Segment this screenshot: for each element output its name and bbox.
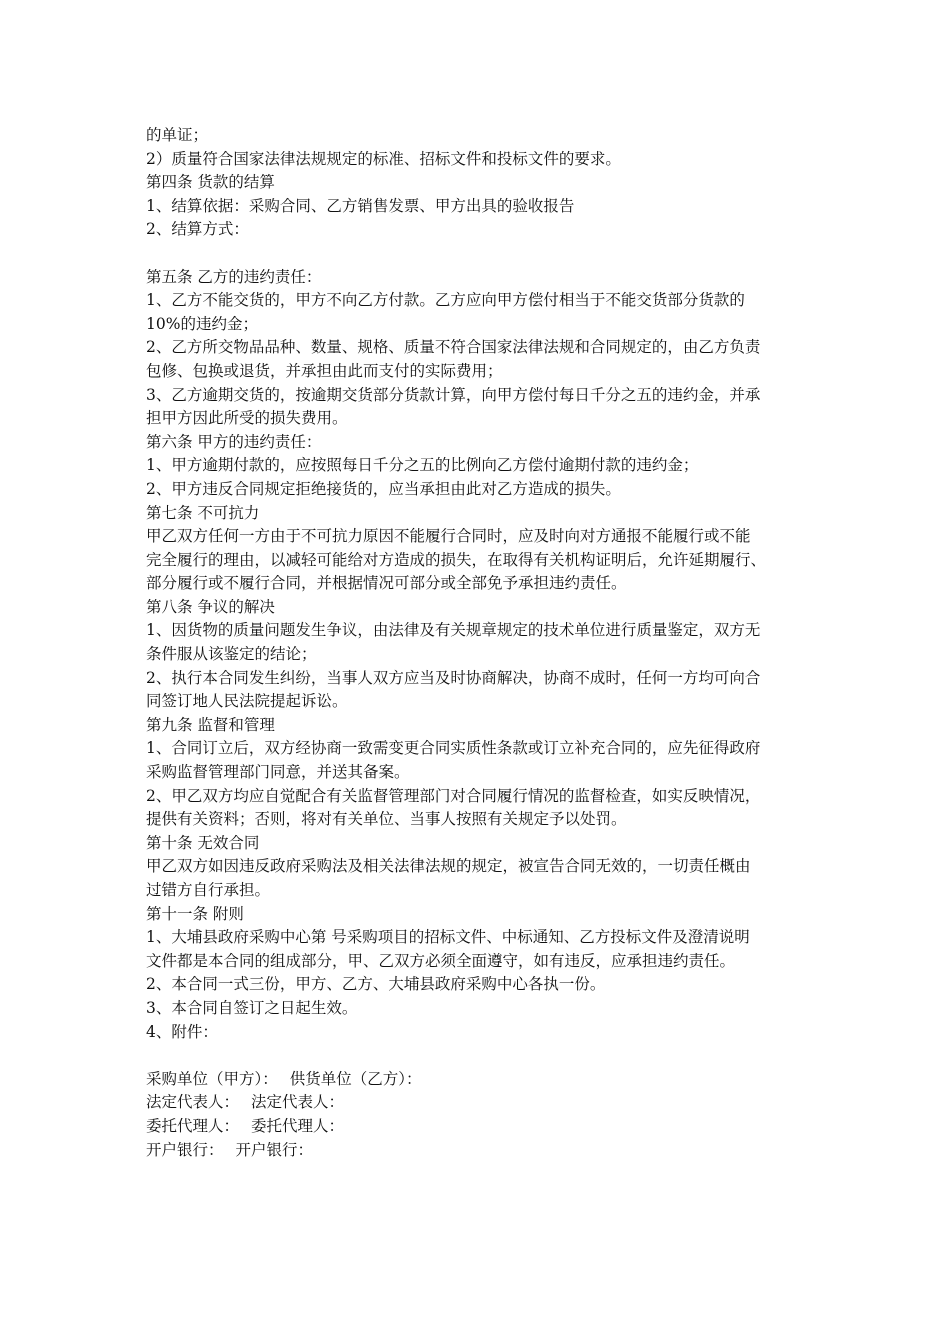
article-10-heading: 第十条 无效合同 [146, 833, 260, 852]
party-a-agent-label: 委托代理人： [146, 1116, 240, 1135]
article-7-heading: 第七条 不可抗力 [146, 503, 260, 522]
clause-text: 担甲方因此所受的损失费用。 [146, 409, 348, 428]
article-11-heading: 第十一条 附则 [146, 904, 244, 923]
clause-text: 10%的违约金； [146, 314, 258, 333]
clause-text: 2、甲方违反合同规定拒绝接货的，应当承担由此对乙方造成的损失。 [146, 479, 621, 498]
clause-text: 2、结算方式： [146, 220, 249, 239]
clause-text: 同签订地人民法院提起诉讼。 [146, 692, 348, 711]
clause-text: 条件服从该鉴定的结论； [146, 645, 317, 664]
signature-rep-row [146, 1091, 818, 1115]
article-6-heading: 第六条 甲方的违约责任： [146, 432, 322, 451]
clause-text: 1、合同订立后，双方经协商一致需变更合同实质性条款或订立补充合同的，应先征得政府 [146, 739, 761, 758]
clause-text: 2、甲乙双方均应自觉配合有关监督管理部门对合同履行情况的监督检查，如实反映情况， [146, 786, 761, 805]
clause-text: 1、甲方逾期付款的，应按照每日千分之五的比例向乙方偿付逾期付款的违约金； [146, 456, 699, 475]
signature-block [146, 1068, 818, 1162]
party-b-unit-label: 供货单位（乙方）： [289, 1069, 422, 1088]
clause-text: 过错方自行承担。 [146, 881, 271, 899]
clause-text: 1、乙方不能交货的，甲方不向乙方付款。乙方应向甲方偿付相当于不能交货部分货款的 [146, 291, 745, 310]
party-b-bank-label: 开户银行： [235, 1140, 314, 1159]
party-b-agent-label: 委托代理人： [251, 1116, 345, 1135]
contract-page [146, 124, 818, 1162]
clause-text: 包修、包换或退货，并承担由此而支付的实际费用； [146, 361, 503, 380]
clause-text: 2）质量符合国家法律法规规定的标准、招标文件和投标文件的要求。 [146, 149, 621, 168]
blank-line [146, 242, 818, 266]
clause-text: 提供有关资料；否则，将对有关单位、当事人按照有关规定予以处罚。 [146, 810, 627, 829]
party-a-bank-label: 开户银行： [146, 1140, 224, 1159]
blank-line [146, 1044, 818, 1068]
clause-text: 甲乙双方如因违反政府采购法及相关法律法规的规定，被宣告合同无效的，一切责任概由 [146, 857, 751, 876]
clause-text: 的单证； [146, 126, 209, 144]
party-a-rep-label: 法定代表人： [146, 1093, 240, 1112]
article-5-heading: 第五条 乙方的违约责任： [146, 267, 322, 286]
signature-unit-row [146, 1068, 818, 1092]
clause-text: 2、本合同一式三份，甲方、乙方、大埔县政府采购中心各执一份。 [146, 975, 606, 994]
clause-text: 甲乙双方任何一方由于不可抗力原因不能履行合同时，应及时向对方通报不能履行或不能 [146, 527, 751, 546]
party-b-rep-label: 法定代表人： [251, 1093, 345, 1112]
clause-text: 3、本合同自签订之日起生效。 [146, 998, 358, 1017]
clause-text: 1、大埔县政府采购中心第 号采购项目的招标文件、中标通知、乙方投标文件及澄清说明 [146, 928, 750, 947]
signature-agent-row [146, 1115, 818, 1139]
clause-text: 2、执行本合同发生纠纷，当事人双方应当及时协商解决，协商不成时，任何一方均可向合 [146, 668, 761, 687]
clause-text: 部分履行或不履行合同，并根据情况可部分或全部免予承担违约责任。 [146, 574, 627, 593]
article-8-heading: 第八条 争议的解决 [146, 597, 275, 616]
clause-text: 文件都是本合同的组成部分，甲、乙双方必须全面遵守，如有违反，应承担违约责任。 [146, 951, 736, 970]
clause-text: 3、乙方逾期交货的，按逾期交货部分货款计算，向甲方偿付每日千分之五的违约金，并承 [146, 385, 761, 404]
clause-text: 采购监督管理部门同意，并送其备案。 [146, 763, 410, 782]
clause-text: 4、附件： [146, 1022, 218, 1041]
article-4-heading: 第四条 货款的结算 [146, 173, 275, 192]
clause-text: 2、乙方所交物品品种、数量、规格、质量不符合国家法律法规和合同规定的，由乙方负责 [146, 338, 761, 357]
party-a-unit-label: 采购单位（甲方）： [146, 1069, 278, 1088]
article-9-heading: 第九条 监督和管理 [146, 715, 275, 734]
clause-text: 1、结算依据：采购合同、乙方销售发票、甲方出具的验收报告 [146, 196, 575, 215]
signature-bank-row [146, 1139, 818, 1163]
clause-text: 完全履行的理由，以减轻可能给对方造成的损失，在取得有关机构证明后，允许延期履行、 [146, 550, 767, 569]
clause-text: 1、因货物的质量问题发生争议，由法律及有关规章规定的技术单位进行质量鉴定，双方无 [146, 621, 761, 640]
